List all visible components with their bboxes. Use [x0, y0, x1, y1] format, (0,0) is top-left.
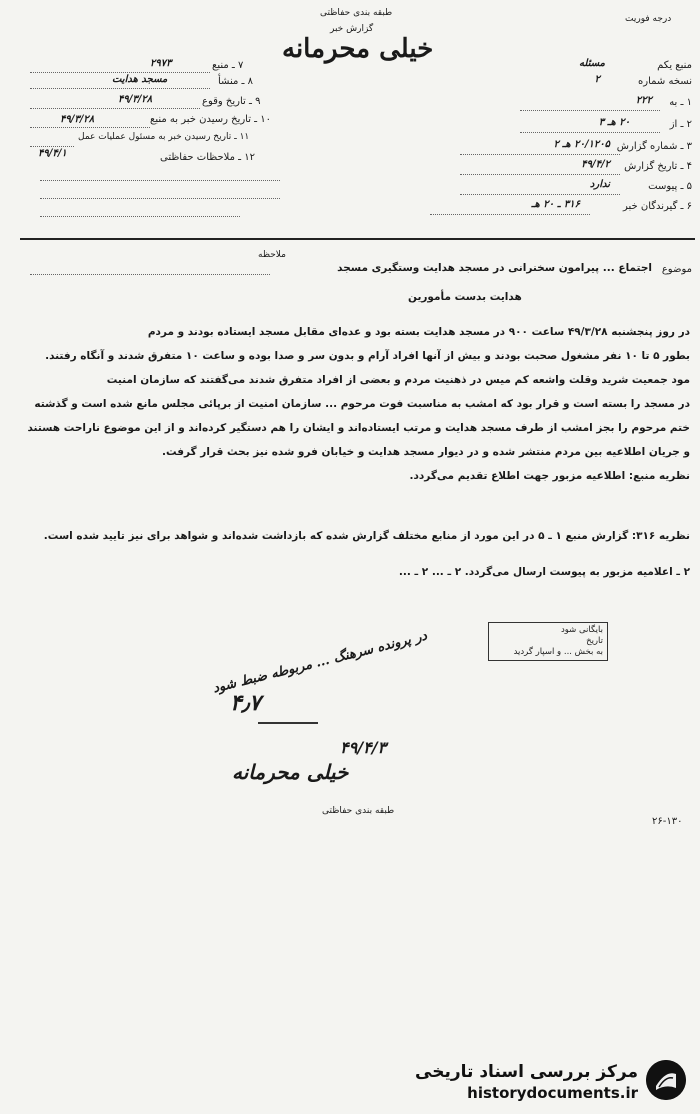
- body-line: در روز پنجشنبه ۴۹/۳/۲۸ ساعت ۹۰۰ در مسجد هدایت بسته بود و عده‌ای مقابل مسجد ایستاده بودند و مردم: [147, 326, 690, 338]
- recipients-value: ۳۱۶ ـ ۲۰ هـ: [531, 199, 580, 210]
- attachment-value: ندارد: [589, 179, 610, 190]
- security-notes-value: ۴۹/۴/۱: [38, 148, 67, 159]
- origin-label: ۸ ـ منشأ: [218, 76, 254, 87]
- subject-label: موضوع: [661, 264, 692, 275]
- handwritten-number: ۴٫۷: [230, 690, 261, 716]
- watermark-title: مرکز بررسی اسناد تاریخی: [415, 1062, 638, 1082]
- top-classification-label: طبقه بندی حفاظتی: [320, 8, 393, 18]
- classification-title: خیلی محرمانه: [282, 34, 434, 64]
- recipients-label: ۶ ـ گیرندگان خبر: [622, 201, 692, 212]
- news-to-source-label: ۱۰ ـ تاریخ رسیدن خبر به منبع: [150, 114, 272, 125]
- from-value: ۲۰ هـ ۳: [598, 117, 630, 128]
- news-to-ops-label: ۱۱ ـ تاریخ رسیدن خبر به مسئول عملیات عمل: [78, 132, 250, 142]
- subject-side-note: ملاحظه: [258, 250, 286, 260]
- from-label: ۲ ـ از: [669, 119, 692, 130]
- subject-text: اجتماع ... پیرامون سخنرانی در مسجد هدایت وستگیری مسجد: [337, 262, 652, 274]
- to-value: ۲۲۲: [635, 95, 652, 106]
- report-date-value: ۴۹/۴/۲: [581, 159, 610, 170]
- report-number-value: ۲۰/۱۲۰۵ هـ ۲: [553, 139, 610, 150]
- header-divider: [20, 238, 695, 240]
- body-line: بطور ۵ تا ۱۰ نفر مشغول صحبت بودند و بیش از آنها افراد آرام و بدون سر و صدا بوده و ساعت ۱۰ متفرق شدند و آنگاه رفتند.: [45, 350, 690, 362]
- subheading: هدایت بدست مأمورین: [408, 291, 522, 303]
- source-label: ۷ ـ منبع: [212, 60, 244, 71]
- stamp-line: به بخش ... و اسپار گردید: [513, 647, 603, 657]
- form-number: ۲۶-۱۳۰: [652, 816, 683, 827]
- footer-classification-label: طبقه بندی حفاظتی: [322, 806, 395, 816]
- note-line: نظریه ۳۱۶: گزارش منبع ۱ ـ ۵ در این مورد از منابع مختلف گزارش شده که بازداشت شده‌اند و شواهد برای نیز تایید شده است.: [43, 530, 690, 542]
- event-date-value: ۴۹/۳/۲۸: [118, 94, 153, 105]
- body-line: نظریه منبع: اطلاعیه مزبور جهت اطلاع تقدیم می‌گردد.: [409, 470, 690, 482]
- body-line: ختم مرحوم را بجز امشب از طرف مسجد هدایت و مرتب ایستاده‌اند و ایشان را هم دستگیر کرده‌اند و از این موضوع ناراحت هستند: [27, 422, 690, 434]
- body-line: مود جمعیت شرید وقلت واشعه کم میس در ذهنیت مردم و بعضی از افراد متفرق شدند می‌گفتند که سازمان امنیت: [106, 374, 690, 386]
- stamp-line: بایگانی شود: [560, 625, 603, 635]
- report-number-label: ۳ ـ شماره گزارش: [616, 141, 692, 152]
- report-date-label: ۴ ـ تاریخ گزارش: [624, 161, 692, 172]
- body-line: و جریان اطلاعیه بین مردم منتشر شده و در دیوار مسجد هدایت و خیابان فرو شده نیز بحث قرار گرفت.: [162, 446, 690, 458]
- report-type-label: گزارش خبر: [330, 24, 374, 34]
- watermark: [0, 1044, 700, 1114]
- event-date-label: ۹ ـ تاریخ وقوع: [202, 96, 261, 107]
- body-line: در مسجد را بسته است و قرار بود که امشب به مناسبت فوت مرحوم ... سازمان امنیت از برپائی مجلس مانع شده است و گذشته: [34, 398, 690, 410]
- handwritten-classification: خیلی محرمانه: [232, 760, 349, 784]
- note-line: ۲ ـ اعلامیه مزبور به پیوست ارسال می‌گردد. ۲ ـ ... ۲ ـ ...: [398, 566, 690, 578]
- copy-number-label: نسخه شماره: [638, 76, 692, 87]
- handwritten-annotation: در پرونده سرهنگ ... مربوطه ضبط شود: [211, 628, 429, 697]
- news-to-source-value: ۴۹/۳/۲۸: [60, 114, 95, 125]
- copy-number-value: ۲: [594, 74, 600, 85]
- header-right-top-value: مسئله: [579, 58, 605, 69]
- header-right-top-label: منبع یکم: [657, 60, 692, 71]
- archive-logo-icon: [646, 1060, 686, 1100]
- attachment-label: ۵ ـ پیوست: [648, 181, 692, 192]
- urgency-label: درجه فوریت: [625, 14, 672, 24]
- archive-stamp: [488, 622, 608, 661]
- security-notes-label: ۱۲ ـ ملاحظات حفاظتی: [160, 152, 255, 163]
- handwritten-date: ۴۹/۴/۳: [340, 738, 387, 757]
- watermark-url: historydocuments.ir: [467, 1084, 638, 1102]
- to-label: ۱ ـ به: [669, 97, 692, 108]
- stamp-line: تاریخ: [586, 636, 603, 646]
- origin-value: مسجد هدایت: [112, 74, 168, 85]
- source-value: ۲۹۷۳: [150, 58, 172, 69]
